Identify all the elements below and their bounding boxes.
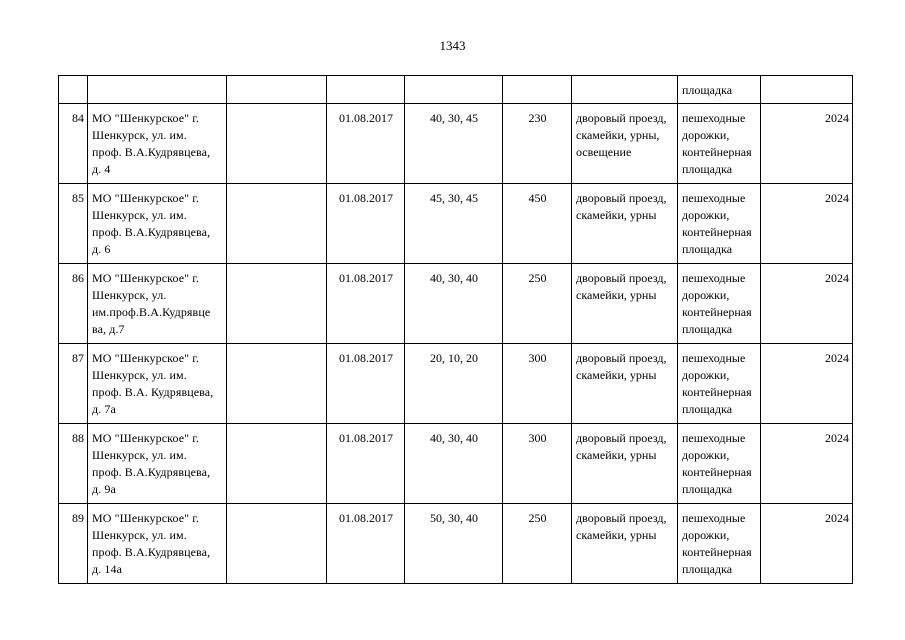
table-row bbox=[59, 504, 853, 584]
extra-works-cell: пешеходные дорожки, контейнерная площадка bbox=[678, 184, 761, 264]
address-cell: МО "Шенкурское" г. Шенкурск, ул. им. проф. В.А.Кудрявцева, д. 6 bbox=[88, 184, 227, 264]
table-row bbox=[59, 424, 853, 504]
extra-works-cell: пешеходные дорожки, контейнерная площадка bbox=[678, 504, 761, 584]
page-number: 1343 bbox=[439, 38, 466, 53]
date-cell: 01.08.2017 bbox=[327, 104, 405, 184]
table-row bbox=[59, 344, 853, 424]
works-cell: дворовый проезд, скамейки, урны bbox=[572, 504, 678, 584]
row-number: 89 bbox=[59, 504, 88, 584]
row-number: 86 bbox=[59, 264, 88, 344]
dims-cell: 50, 30, 40 bbox=[405, 504, 503, 584]
works-cell: дворовый проезд, скамейки, урны, освещение bbox=[572, 104, 678, 184]
year-cell: 2024 bbox=[761, 264, 853, 344]
year-cell: 2024 bbox=[761, 344, 853, 424]
year-cell: 2024 bbox=[761, 424, 853, 504]
area-cell: 300 bbox=[503, 424, 572, 504]
extra-works-cell: пешеходные дорожки, контейнерная площадка bbox=[678, 104, 761, 184]
row-number: 84 bbox=[59, 104, 88, 184]
address-cell: МО "Шенкурское" г. Шенкурск, ул. им. проф. В.А.Кудрявцева, д. 4 bbox=[88, 104, 227, 184]
blank-cell bbox=[227, 76, 327, 104]
year-cell bbox=[761, 76, 853, 104]
continuation-row bbox=[59, 76, 853, 104]
table-row bbox=[59, 184, 853, 264]
date-cell: 01.08.2017 bbox=[327, 344, 405, 424]
extra-works-cell: пешеходные дорожки, контейнерная площадка bbox=[678, 344, 761, 424]
area-cell: 250 bbox=[503, 264, 572, 344]
dims-cell: 45, 30, 45 bbox=[405, 184, 503, 264]
dims-cell: 40, 30, 40 bbox=[405, 264, 503, 344]
row-number: 87 bbox=[59, 344, 88, 424]
date-cell: 01.08.2017 bbox=[327, 184, 405, 264]
blank-cell bbox=[227, 184, 327, 264]
address-cell: МО "Шенкурское" г. Шенкурск, ул. им.проф.В.А.Кудрявце ва, д.7 bbox=[88, 264, 227, 344]
row-number: 85 bbox=[59, 184, 88, 264]
year-cell: 2024 bbox=[761, 504, 853, 584]
blank-cell bbox=[227, 264, 327, 344]
blank-cell bbox=[227, 504, 327, 584]
blank-cell bbox=[227, 424, 327, 504]
extra-works-cell: пешеходные дорожки, контейнерная площадка bbox=[678, 424, 761, 504]
dims-cell: 20, 10, 20 bbox=[405, 344, 503, 424]
dims-cell: 40, 30, 40 bbox=[405, 424, 503, 504]
address-cell: МО "Шенкурское" г. Шенкурск, ул. им. проф. В.А. Кудрявцева, д. 7а bbox=[88, 344, 227, 424]
date-cell bbox=[327, 76, 405, 104]
address-cell: МО "Шенкурское" г. Шенкурск, ул. им. проф. В.А.Кудрявцева, д. 9а bbox=[88, 424, 227, 504]
row-number bbox=[59, 76, 88, 104]
year-cell: 2024 bbox=[761, 104, 853, 184]
blank-cell bbox=[227, 344, 327, 424]
dims-cell bbox=[405, 76, 503, 104]
date-cell: 01.08.2017 bbox=[327, 504, 405, 584]
blank-cell bbox=[227, 104, 327, 184]
works-cell: дворовый проезд, скамейки, урны bbox=[572, 264, 678, 344]
address-cell bbox=[88, 76, 227, 104]
date-cell: 01.08.2017 bbox=[327, 264, 405, 344]
works-cell bbox=[572, 76, 678, 104]
area-cell: 450 bbox=[503, 184, 572, 264]
area-cell: 250 bbox=[503, 504, 572, 584]
area-cell: 230 bbox=[503, 104, 572, 184]
address-cell: МО "Шенкурское" г. Шенкурск, ул. им. проф. В.А.Кудрявцева, д. 14а bbox=[88, 504, 227, 584]
yards-table bbox=[58, 75, 853, 584]
year-cell: 2024 bbox=[761, 184, 853, 264]
table-row bbox=[59, 104, 853, 184]
table-row bbox=[59, 264, 853, 344]
works-cell: дворовый проезд, скамейки, урны bbox=[572, 424, 678, 504]
row-number: 88 bbox=[59, 424, 88, 504]
works-cell: дворовый проезд, скамейки, урны bbox=[572, 184, 678, 264]
extra-works-cell: пешеходные дорожки, контейнерная площадка bbox=[678, 264, 761, 344]
date-cell: 01.08.2017 bbox=[327, 424, 405, 504]
area-cell: 300 bbox=[503, 344, 572, 424]
area-cell bbox=[503, 76, 572, 104]
dims-cell: 40, 30, 45 bbox=[405, 104, 503, 184]
extra-works-cell: площадка bbox=[678, 76, 761, 104]
works-cell: дворовый проезд, скамейки, урны bbox=[572, 344, 678, 424]
